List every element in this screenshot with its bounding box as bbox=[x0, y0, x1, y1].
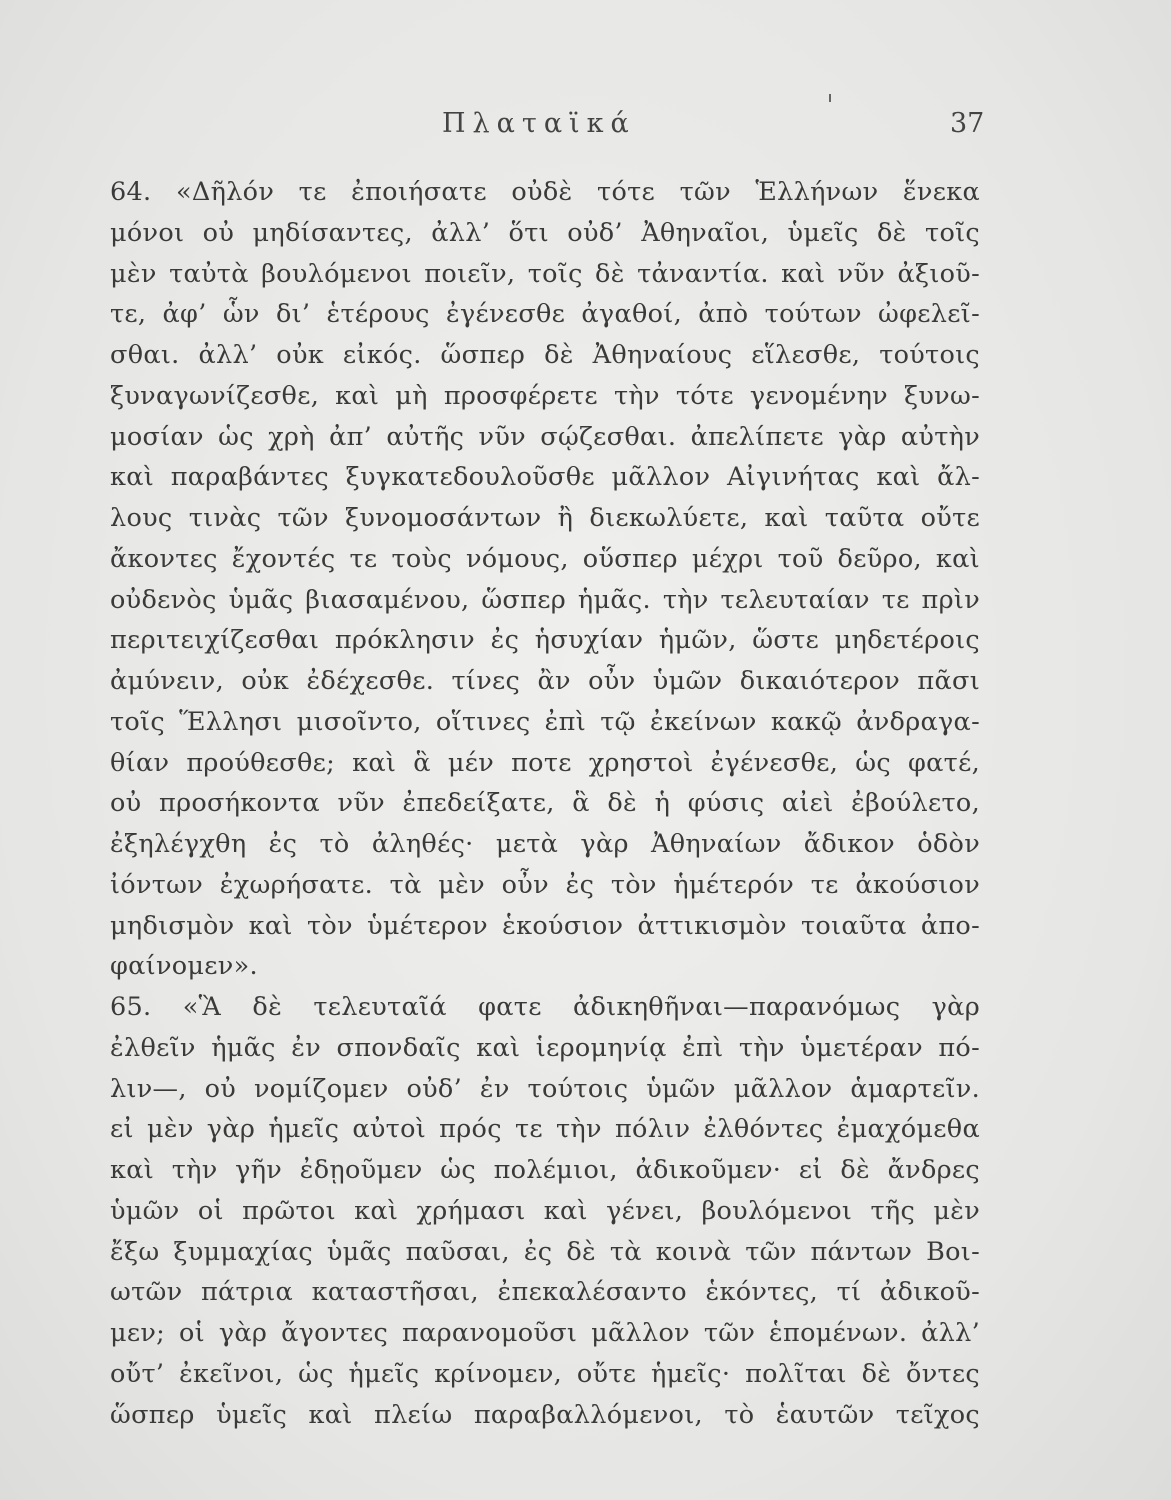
text-line: ξυναγωνίζεσθε, καὶ μὴ προσφέρετε τὴν τότε γενομένην ξυνω- bbox=[110, 380, 980, 411]
text-line: σθαι. ἀλλ’ οὐκ εἰκός. ὥσπερ δὲ Ἀθηναίους εἵλεσθε, τούτοις bbox=[110, 340, 980, 370]
text-line: θίαν προύθεσθε; καὶ ἃ μέν ποτε χρηστοὶ ἐγένεσθε, ὡς φατέ, bbox=[110, 747, 980, 778]
text-line: ὥσπερ ὑμεῖς καὶ πλείω παραβαλλόμενοι, τὸ ἑαυτῶν τεῖχος bbox=[110, 1399, 980, 1430]
body-text bbox=[110, 172, 980, 1435]
running-head bbox=[0, 108, 1171, 144]
text-line: ωτῶν πάτρια καταστῆσαι, ἐπεκαλέσαντο ἑκόντες, τί ἀδικοῦ- bbox=[110, 1277, 980, 1308]
text-line: μοσίαν ὡς χρὴ ἀπ’ αὐτῆς νῦν σῴζεσθαι. ἀπελίπετε γὰρ αὐτὴν bbox=[110, 421, 980, 452]
text-line: τε, ἀφ’ ὧν δι’ ἑτέρους ἐγένεσθε ἀγαθοί, ἀπὸ τούτων ὠφελεῖ- bbox=[110, 299, 980, 330]
text-line: 64. «Δῆλόν τε ἐποιήσατε οὐδὲ τότε τῶν Ἑλλήνων ἕνεκα bbox=[110, 177, 980, 207]
text-line: ἐλθεῖν ἡμᾶς ἐν σπονδαῖς καὶ ἱερομηνίᾳ ἐπὶ τὴν ὑμετέραν πό- bbox=[110, 1032, 980, 1063]
text-line: μεν; οἱ γὰρ ἄγοντες παρανομοῦσι μᾶλλον τῶν ἑπομένων. ἀλλ’ bbox=[110, 1318, 980, 1348]
text-line: 65. «Ἃ δὲ τελευταῖά φατε ἀδικηθῆναι—παρανόμως γὰρ bbox=[110, 992, 980, 1022]
text-line: τοῖς Ἕλλησι μισοῖντο, οἵτινες ἐπὶ τῷ ἐκείνων κακῷ ἀνδραγα- bbox=[110, 706, 980, 737]
text-line: λους τινὰς τῶν ξυνομοσάντων ἢ διεκωλύετε, καὶ ταῦτα οὔτε bbox=[110, 503, 980, 533]
text-line: καὶ παραβάντες ξυγκατεδουλοῦσθε μᾶλλον Αἰγινήτας καὶ ἄλ- bbox=[110, 462, 980, 493]
pencil-tick-mark bbox=[829, 94, 831, 102]
text-line: οὐδενὸς ὑμᾶς βιασαμένου, ὥσπερ ἡμᾶς. τὴν τελευταίαν τε πρὶν bbox=[110, 584, 980, 615]
running-title: Πλαταϊκά bbox=[442, 108, 636, 139]
text-line: οὐ προσήκοντα νῦν ἐπεδείξατε, ἃ δὲ ἡ φύσις αἰεὶ ἐβούλετο, bbox=[110, 788, 980, 819]
text-line: μηδισμὸν καὶ τὸν ὑμέτερον ἑκούσιον ἀττικισμὸν τοιαῦτα ἀπο- bbox=[110, 910, 980, 941]
text-line: μόνοι οὐ μηδίσαντες, ἀλλ’ ὅτι οὐδ’ Ἀθηναῖοι, ὑμεῖς δὲ τοῖς bbox=[110, 217, 980, 248]
text-line: ἐξηλέγχθη ἐς τὸ ἀληθές· μετὰ γὰρ Ἀθηναίων ἄδικον ὁδὸν bbox=[110, 829, 980, 859]
text-line: ὑμῶν οἱ πρῶτοι καὶ χρήμασι καὶ γένει, βουλόμενοι τῆς μὲν bbox=[110, 1195, 980, 1226]
text-line: ἀμύνειν, οὐκ ἐδέχεσθε. τίνες ἂν οὖν ὑμῶν δικαιότερον πᾶσι bbox=[110, 666, 980, 696]
text-line: καὶ τὴν γῆν ἐδῃοῦμεν ὡς πολέμιοι, ἀδικοῦμεν· εἰ δὲ ἄνδρες bbox=[110, 1155, 980, 1185]
text-line: εἰ μὲν γὰρ ἡμεῖς αὐτοὶ πρός τε τὴν πόλιν ἐλθόντες ἐμαχόμεθα bbox=[110, 1114, 980, 1145]
text-line: περιτειχίζεσθαι πρόκλησιν ἐς ἡσυχίαν ἡμῶν, ὥστε μηδετέροις bbox=[110, 625, 980, 656]
text-line: μὲν ταὐτὰ βουλόμενοι ποιεῖν, τοῖς δὲ τἀναντία. καὶ νῦν ἀξιοῦ- bbox=[110, 258, 980, 289]
text-line: ἔξω ξυμμαχίας ὑμᾶς παῦσαι, ἐς δὲ τὰ κοινὰ τῶν πάντων Βοι- bbox=[110, 1236, 980, 1267]
text-line: ἰόντων ἐχωρήσατε. τὰ μὲν οὖν ἐς τὸν ἡμέτερόν τε ἀκούσιον bbox=[110, 869, 980, 900]
page-number: 37 bbox=[950, 108, 985, 139]
text-line: λιν—, οὐ νομίζομεν οὐδ’ ἐν τούτοις ὑμῶν μᾶλλον ἁμαρτεῖν. bbox=[110, 1073, 980, 1104]
text-line: φαίνομεν». bbox=[110, 951, 258, 982]
text-line: ἄκοντες ἔχοντές τε τοὺς νόμους, οὕσπερ μέχρι τοῦ δεῦρο, καὶ bbox=[110, 543, 980, 574]
text-line: οὔτ’ ἐκεῖνοι, ὡς ἡμεῖς κρίνομεν, οὔτε ἡμεῖς· πολῖται δὲ ὄντες bbox=[110, 1358, 980, 1389]
